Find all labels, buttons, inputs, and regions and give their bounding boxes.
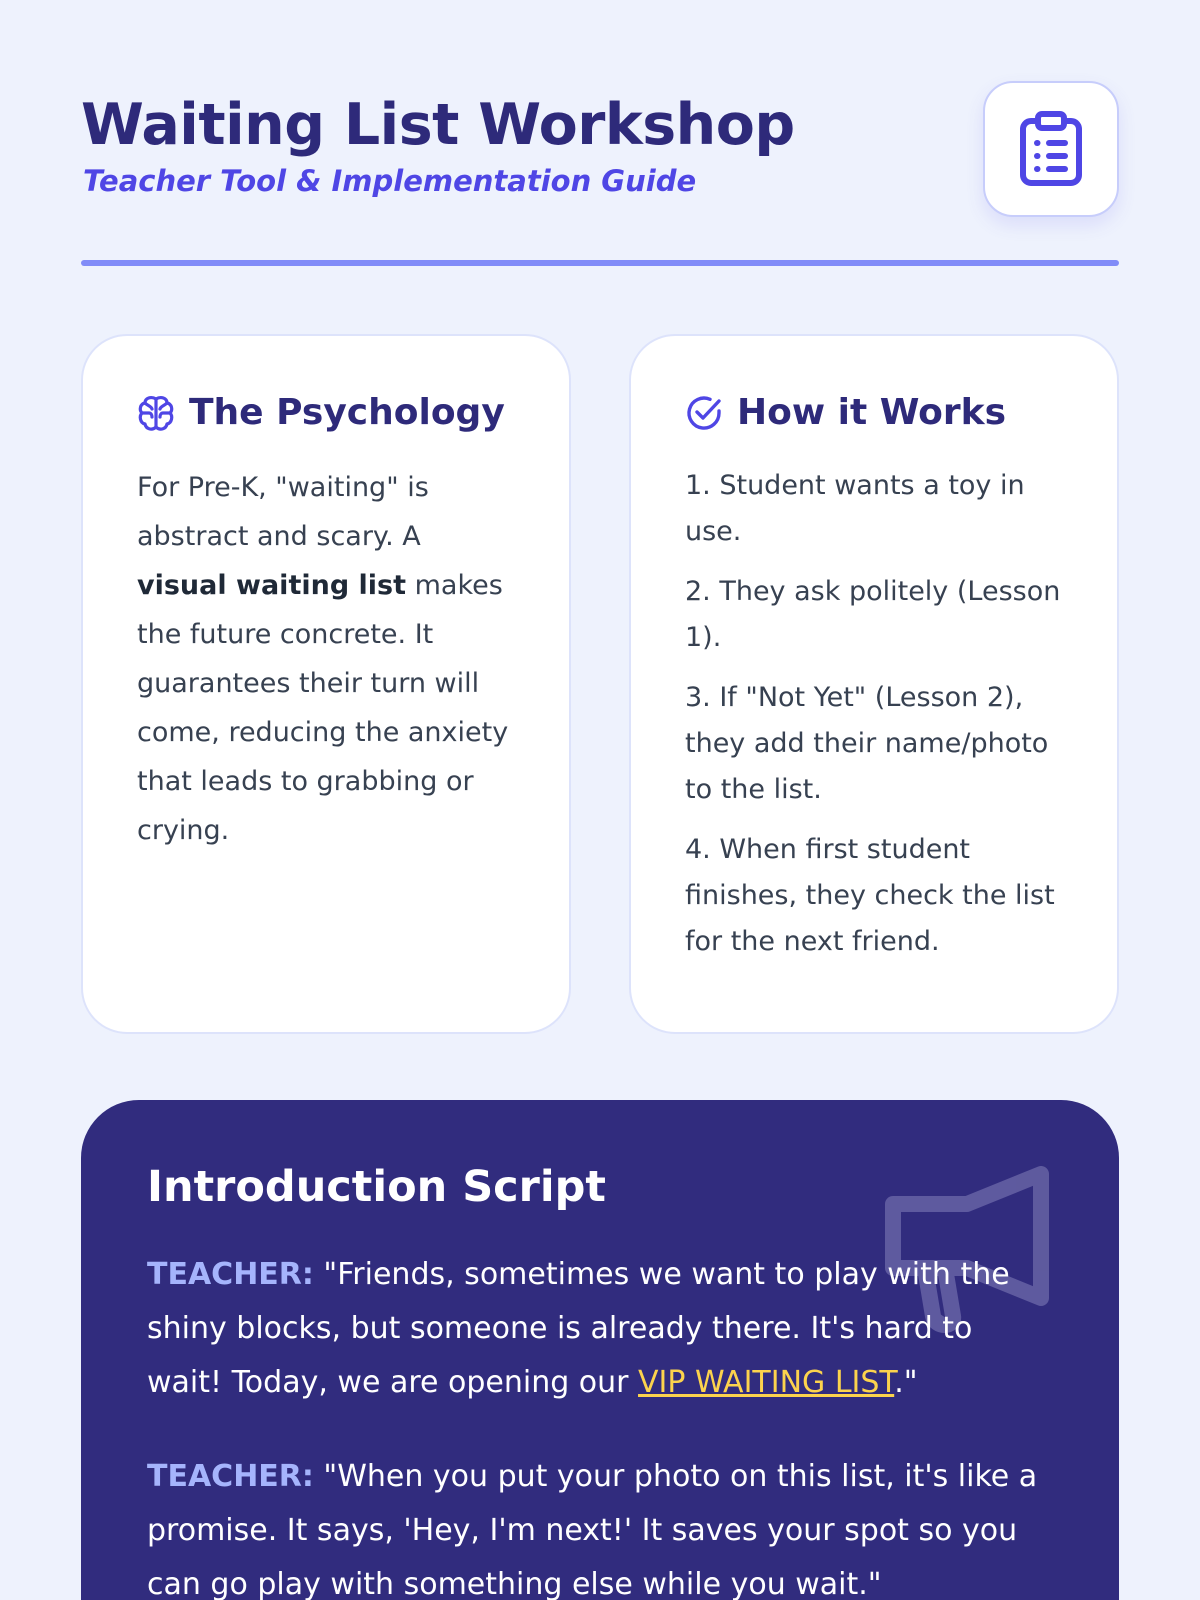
info-cards [81, 334, 1119, 1034]
psychology-text-part1: For Pre-K, "waiting" is abstract and scary. A [137, 472, 429, 552]
brain-icon [137, 394, 175, 432]
step-item: 1. Student wants a toy in use. [685, 470, 1025, 547]
header-divider [81, 260, 1119, 266]
how-it-works-title: How it Works [737, 392, 1007, 433]
clipboard-badge [983, 81, 1119, 217]
step-item: 3. If "Not Yet" (Lesson 2), they add their name/photo to the list. [685, 682, 1049, 805]
how-it-works-card [629, 334, 1119, 1034]
page-subtitle: Teacher Tool & Implementation Guide [83, 164, 697, 198]
psychology-text-part2: makes the future concrete. It guarantees their turn will come, reducing the anxiety that leads to grabbing or crying. [137, 570, 509, 846]
script-title: Introduction Script [147, 1162, 606, 1212]
how-it-works-card-header [685, 392, 1063, 433]
check-circle-icon [685, 394, 723, 432]
steps-list [685, 463, 1063, 965]
psychology-card-header [137, 392, 515, 433]
script-text: "Friends, sometimes we want to play with the shiny blocks, but someone is already there. It's hard to wait! Today, we are opening our [147, 1257, 1010, 1400]
psychology-card [81, 334, 571, 1034]
clipboard-list-icon [1019, 111, 1083, 187]
speaker-label: TEACHER: [147, 1257, 314, 1292]
vip-waiting-list-highlight: VIP WAITING LIST [638, 1365, 895, 1400]
script-paragraph [147, 1248, 1053, 1410]
header [81, 0, 1119, 268]
psychology-text [137, 463, 515, 855]
speaker-label: TEACHER: [147, 1459, 314, 1494]
script-paragraph [147, 1450, 1053, 1600]
psychology-text-bold: visual waiting list [137, 570, 407, 601]
step-item: 2. They ask politely (Lesson 1). [685, 576, 1061, 653]
psychology-title: The Psychology [189, 392, 505, 433]
introduction-script [81, 1100, 1119, 1600]
script-text-end: ." [894, 1365, 918, 1400]
page-title: Waiting List Workshop [81, 92, 795, 158]
step-item: 4. When first student finishes, they check the list for the next friend. [685, 834, 1055, 957]
script-text: "When you put your photo on this list, it's like a promise. It says, 'Hey, I'm next!' It saves your spot so you can go play with something else while you wait." [147, 1459, 1038, 1600]
